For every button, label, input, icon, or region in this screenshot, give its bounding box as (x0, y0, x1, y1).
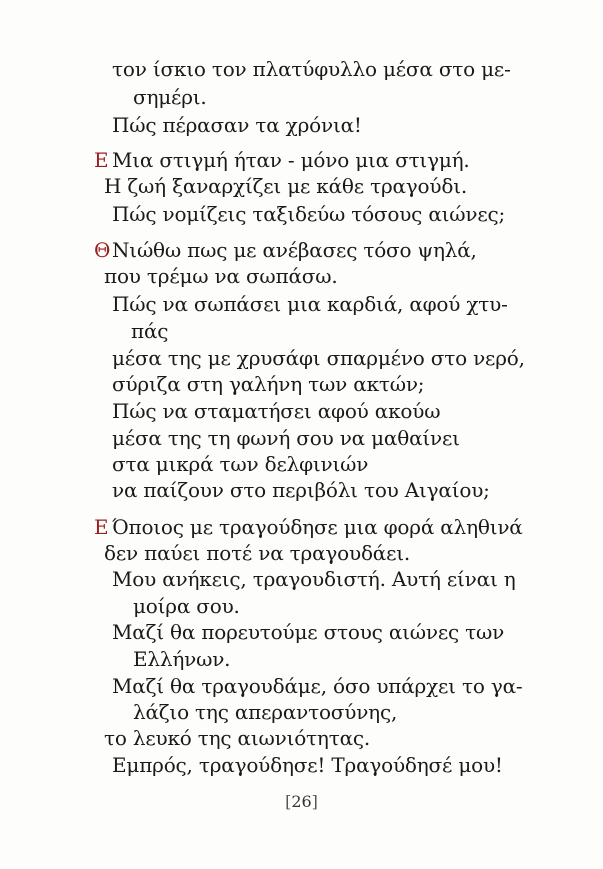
verse-line: στα μικρά των δελφινιών (112, 452, 369, 476)
verse-line: Μαζί θα τραγουδάμε, όσο υπάρχει το γα- (112, 674, 523, 698)
verse-line: μέσα της τη φωνή σου να μαθαίνει (112, 426, 460, 450)
verse-line: το λευκό της αιωνιότητας. (104, 726, 371, 750)
verse-line: τον ίσκιο τον πλατύφυλλο μέσα στο με- (112, 57, 511, 81)
page-number-open-bracket: [ (285, 792, 292, 811)
verse-line: Πώς νομίζεις ταξιδεύω τόσους αιώνες; (112, 202, 506, 226)
page-number-value: 26 (291, 792, 312, 811)
verse-line: Η ζωή ξαναρχίζει με κάθε τραγούδι. (104, 174, 467, 198)
verse-line: Πώς να σταματήσει αφού ακούω (112, 399, 441, 423)
verse-line: πάς (131, 319, 169, 343)
page-number-close-bracket: ] (311, 792, 318, 811)
verse-line: Μου ανήκεις, τραγουδιστή. Αυτή είναι η (112, 567, 516, 591)
verse-line: μέσα της με χρυσάφι σπαρμένο στο νερό, (112, 346, 525, 370)
verse-line: να παίζουν στο περιβόλι του Αιγαίου; (112, 478, 490, 502)
verse-line: Πώς πέρασαν τα χρόνια! (112, 113, 362, 137)
verse-line: σύριζα στη γαλήνη των ακτών; (112, 372, 425, 396)
verse-line: Ελλήνων. (133, 647, 231, 671)
verse-line: που τρέμω να σωπάσω. (104, 264, 338, 288)
verse-line: δεν παύει ποτέ να τραγουδάει. (104, 541, 411, 565)
verse-line: Όποιος με τραγούδησε μια φορά αληθινά (112, 515, 523, 539)
speaker-label: Θ (94, 238, 111, 262)
verse-line: Νιώθω πως με ανέβασες τόσο ψηλά, (112, 238, 477, 262)
verse-line: Πώς να σωπάσει μια καρδιά, αφού χτυ- (112, 292, 508, 316)
verse-line: Μια στιγμή ήταν - μόνο μια στιγμή. (112, 148, 470, 172)
verse-line: λάζιο της απεραντοσύνης, (133, 700, 398, 724)
page-number (0, 792, 603, 812)
speaker-label: Ε (94, 515, 109, 539)
speaker-label: Ε (94, 148, 109, 172)
verse-line: Μαζί θα πορευτούμε στους αιώνες των (112, 620, 505, 644)
verse-line: Εμπρός, τραγούδησε! Τραγούδησέ μου! (112, 753, 503, 777)
verse-line: μοίρα σου. (133, 594, 240, 618)
verse-line: σημέρι. (133, 85, 207, 109)
